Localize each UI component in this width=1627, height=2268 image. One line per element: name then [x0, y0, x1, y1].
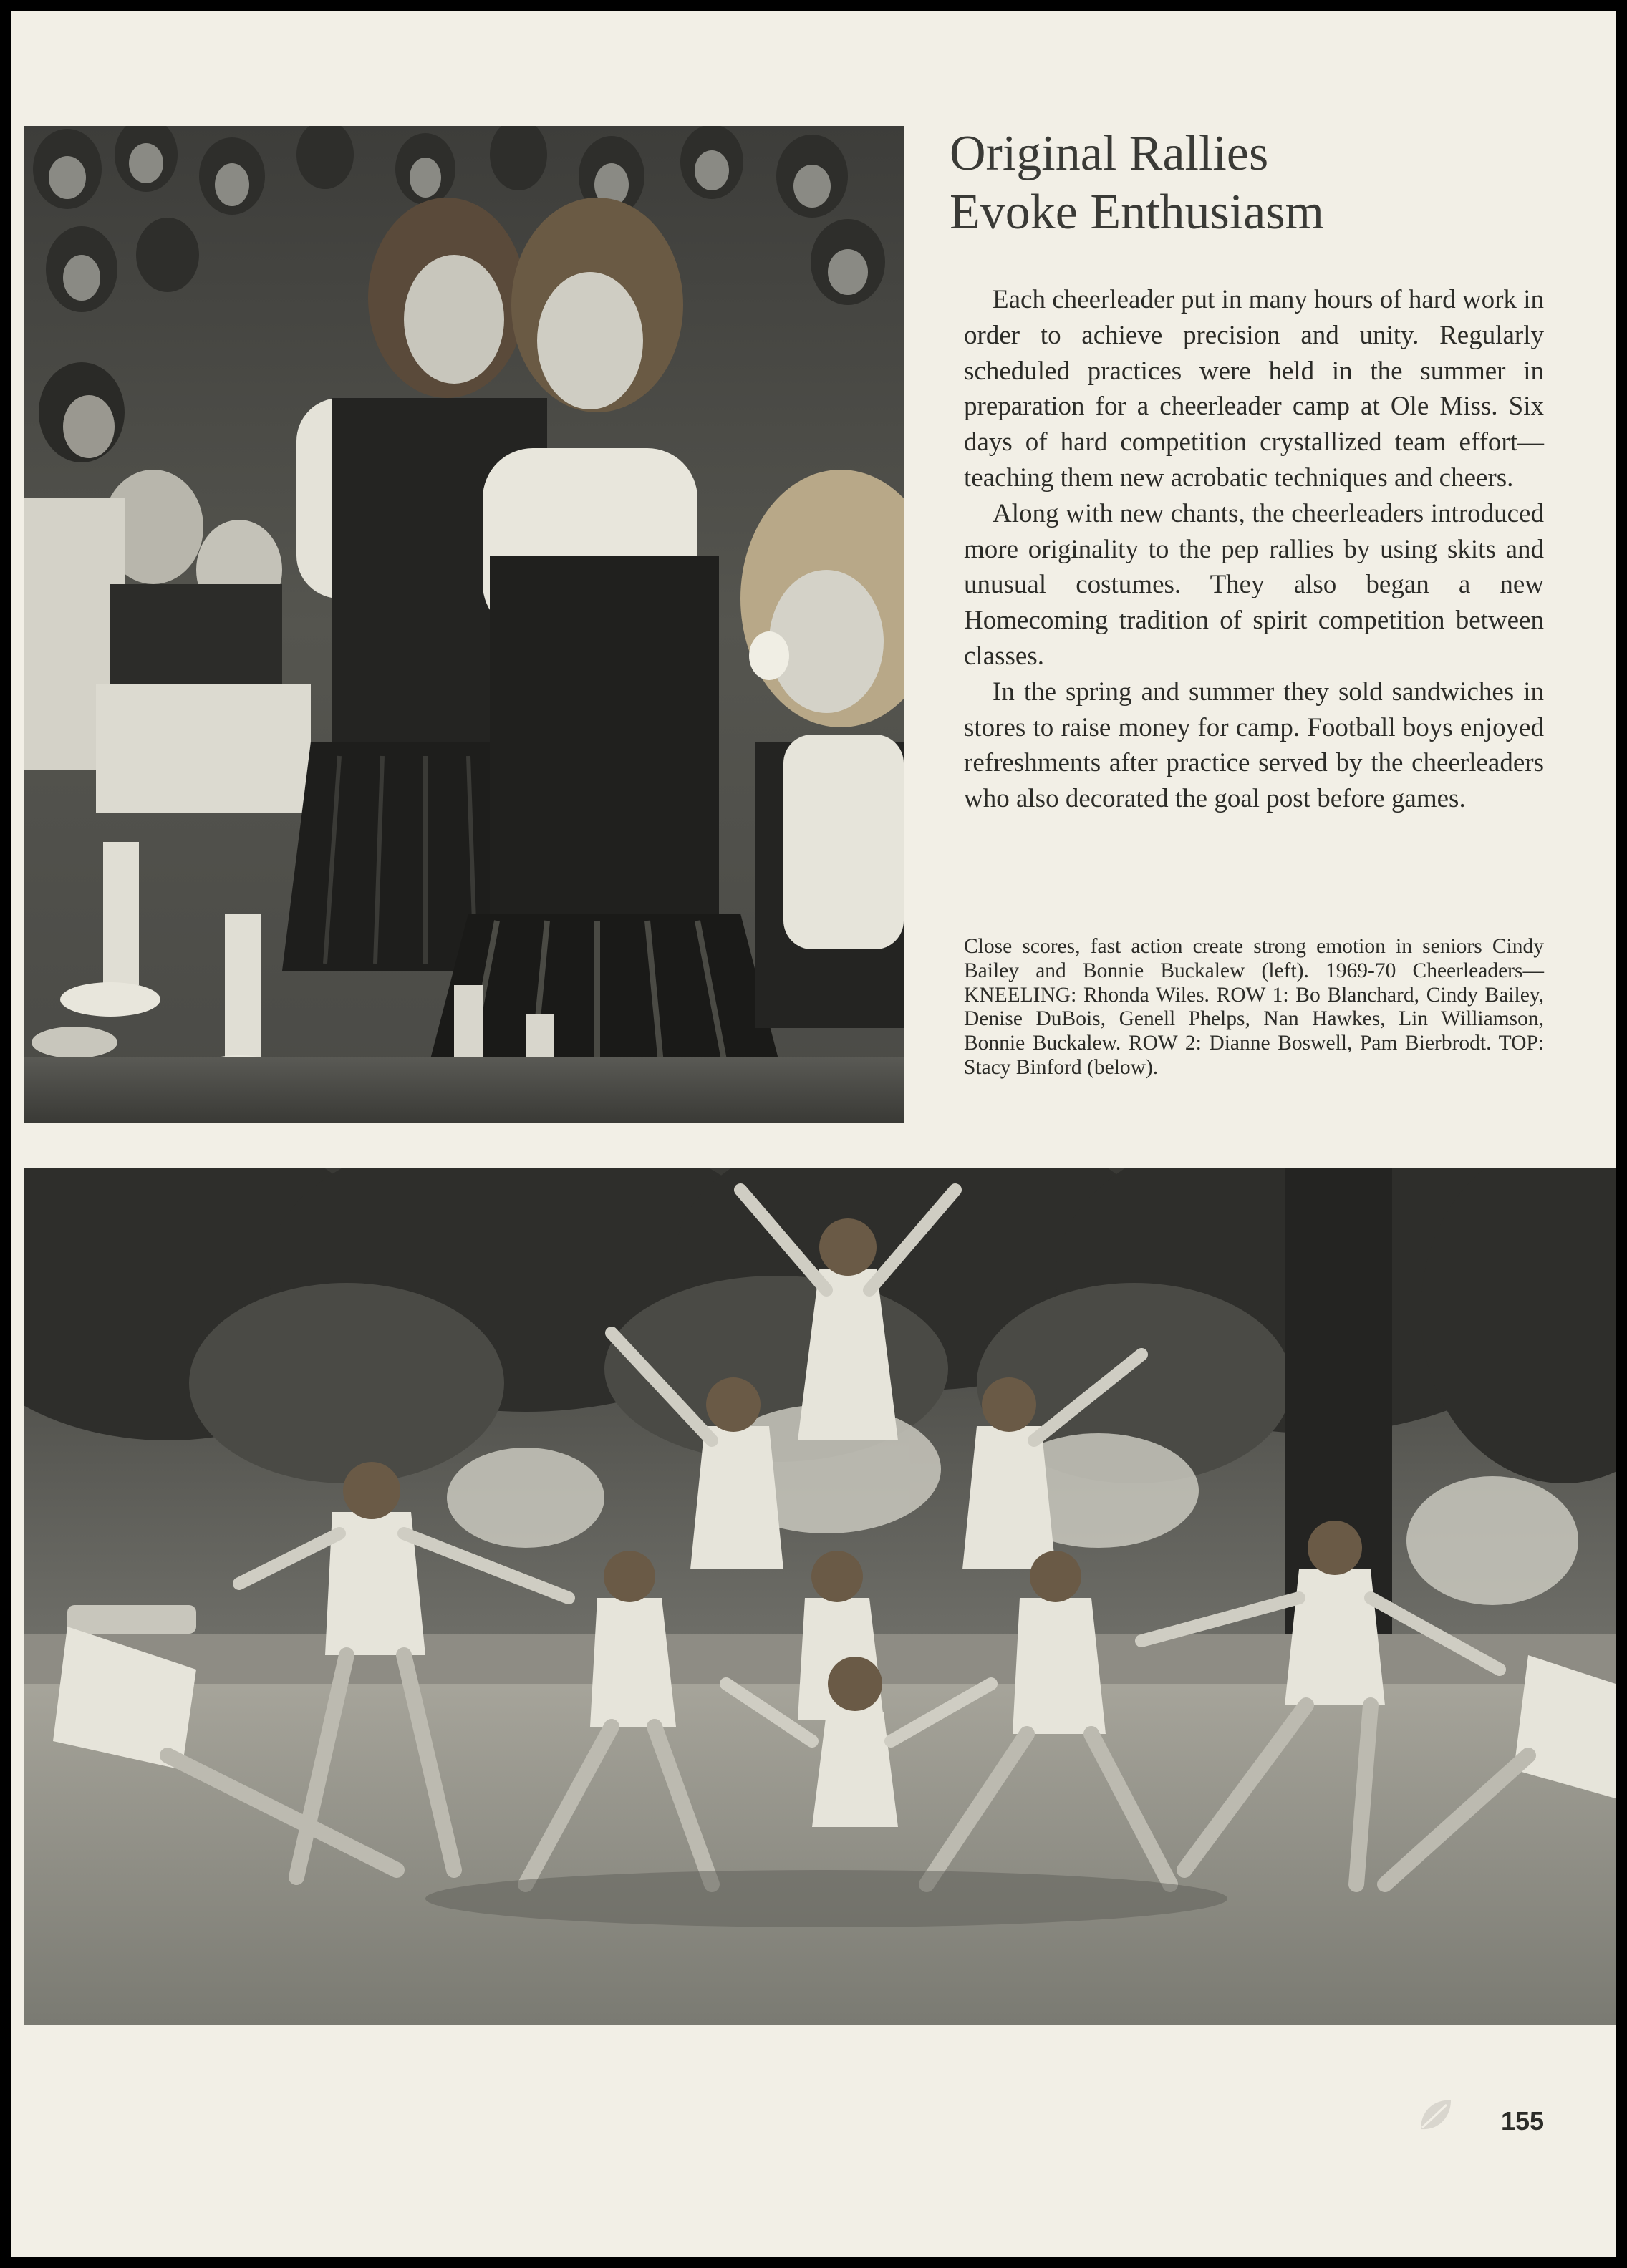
body-paragraph: Each cheerleader put in many hours of hard work in order to achieve precision and unity. Regularly scheduled practices were held in the summer in preparation for a cheerleader camp at Ole Miss. Six days of hard competition crystallized team effort—teaching them new acrobatic techniques and cheers. [964, 285, 1544, 493]
pyramid-photo-image [24, 1168, 1616, 2025]
article-body [964, 282, 1544, 817]
rally-photo [24, 126, 904, 1123]
photo-caption: Close scores, fast action create strong emotion in seniors Cindy Bailey and Bonnie Buckalew (left). 1969-70 Cheerleaders—KNEELING: Rhonda Wiles. ROW 1: Bo Blanchard, Cindy Bailey, Denise DuBois, Genell Phelps, Nan Hawkes, Lin Williamson, Bonnie Buckalew. ROW 2: Dianne Boswell, Pam Bierbrodt. TOP: Stacy Binford (below). [964, 935, 1544, 1079]
headline-line-1: Original Rallies [950, 126, 1269, 181]
leaf-watermark-icon [1415, 2095, 1455, 2135]
headline-line-2: Evoke Enthusiasm [950, 185, 1324, 240]
body-paragraph: Along with new chants, the cheerleaders introduced more originality to the pep rallies by using skits and unusual costumes. They also began a new Homecoming tradition of spirit competition between classes. [964, 498, 1544, 671]
page-number: 155 [1501, 2106, 1545, 2136]
rally-photo-image [24, 126, 904, 1123]
yearbook-page [11, 11, 1616, 2257]
page-headline [950, 125, 1565, 242]
body-paragraph: In the spring and summer they sold sandwiches in stores to raise money for camp. Football boys enjoyed refreshments after practice served by the cheerleaders who also decorated the goal post before games. [964, 677, 1544, 814]
pyramid-photo [24, 1168, 1616, 2025]
